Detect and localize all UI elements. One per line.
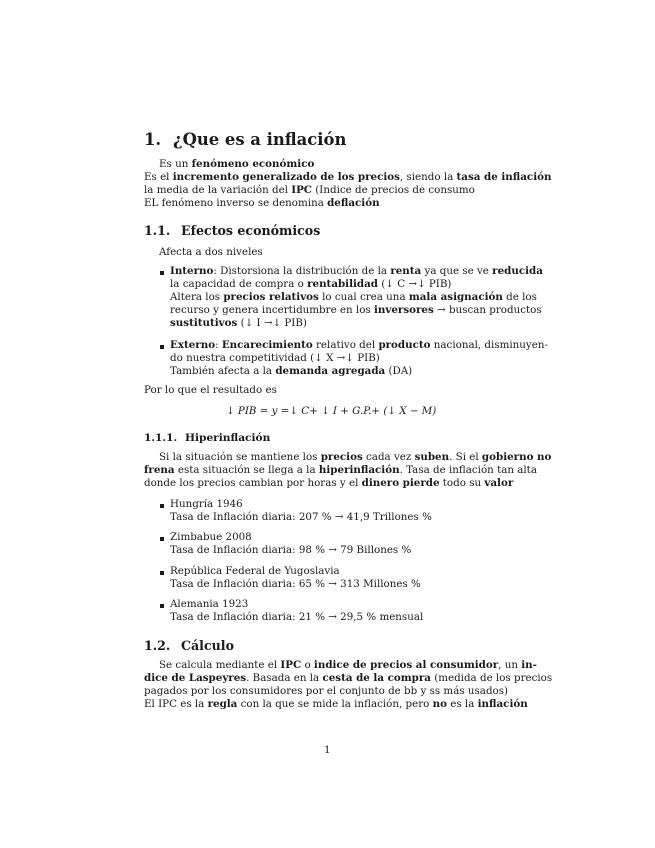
text-segment: nacional, disminuyen-	[430, 339, 548, 351]
paragraph-line	[144, 698, 528, 711]
text-segment: la capacidad de compra o	[170, 278, 308, 290]
bullet-icon	[160, 571, 164, 575]
page-number: 1	[324, 744, 331, 756]
bold-term: IPC	[280, 659, 302, 671]
list-item-line	[170, 291, 537, 304]
list-item-line	[170, 304, 542, 317]
paragraph-line	[144, 672, 552, 685]
bold-term: suben	[414, 451, 450, 463]
bold-term: IPC	[291, 184, 313, 196]
bold-term: precios	[320, 451, 363, 463]
text-segment: , un	[498, 659, 522, 671]
text-segment: :	[215, 339, 222, 351]
bold-term: dinero pierde	[361, 477, 440, 489]
bold-term: no	[432, 698, 447, 710]
bold-term: mala asignación	[408, 291, 503, 303]
bold-term: incremento generalizado de los precios	[172, 171, 400, 183]
text-segment: relativo del	[312, 339, 379, 351]
section-1-heading	[144, 130, 346, 150]
list-item-name: República Federal de Yugoslavia	[170, 565, 340, 577]
list-item-name: Zimbabue 2008	[170, 531, 252, 543]
list-item-line	[170, 339, 548, 352]
text-segment: Es un	[159, 158, 192, 170]
text-segment: El IPC es la	[144, 698, 208, 710]
bold-term: frena	[144, 464, 175, 476]
bold-term: deflación	[327, 197, 380, 209]
section-number: 1.2.	[144, 638, 171, 653]
paragraph-line	[144, 685, 508, 698]
bold-term: inflación	[477, 698, 528, 710]
text-segment: Es el	[144, 171, 173, 183]
bold-term: tasa de inflación	[456, 171, 552, 183]
text-segment: recurso y genera incertidumbre en los	[170, 304, 374, 316]
text-segment: → buscan productos	[433, 304, 542, 316]
bold-term: Interno	[170, 265, 214, 277]
list-item-line	[170, 278, 451, 291]
text-segment: Si la situación se mantiene los	[159, 451, 321, 463]
bold-term: precios relativos	[223, 291, 319, 303]
bullet-icon	[160, 537, 164, 541]
bold-term: in-	[521, 659, 537, 671]
list-item-line	[170, 352, 380, 365]
paragraph-line	[144, 477, 513, 490]
intro-text: Afecta a dos niveles	[159, 246, 263, 258]
section-1-1-1-heading	[144, 432, 270, 445]
bold-term: indice de precios al consumidor	[313, 659, 499, 671]
text-segment: (Indice de precios de consumo	[312, 184, 475, 196]
list-item-line	[170, 265, 543, 278]
bold-term: producto	[378, 339, 431, 351]
text-segment: ya que se ve	[421, 265, 493, 277]
text-segment: donde los precios cambian por horas y el	[144, 477, 362, 489]
list-item-name: Alemania 1923	[170, 598, 249, 610]
text-segment: con la que se mide la inflación, pero	[237, 698, 433, 710]
list-item-rate: Tasa de Inflación diaria: 21 % → 29,5 % mensual	[170, 611, 424, 623]
bold-term: demanda agregada	[275, 365, 386, 377]
section-title: Hiperinflación	[185, 432, 271, 444]
paragraph-line	[159, 659, 537, 672]
bold-term: renta	[390, 265, 422, 277]
text-segment: , siendo la	[399, 171, 457, 183]
text-segment: do nuestra competitividad (↓ X →↓ PIB)	[170, 352, 380, 364]
text-segment: lo cual crea una	[318, 291, 409, 303]
paragraph-line	[144, 197, 380, 210]
text-segment: esta situación se llega a la	[174, 464, 319, 476]
text-segment: es la	[446, 698, 478, 710]
paragraph-line	[144, 184, 475, 197]
section-number: 1.	[144, 130, 162, 149]
bold-term: inversores	[373, 304, 434, 316]
bold-term: reducida	[492, 265, 543, 277]
list-item-line	[170, 365, 412, 378]
list-item-line	[170, 317, 307, 330]
bold-term: dice de Laspeyres	[144, 672, 247, 684]
formula: ↓ PIB = y =↓ C+ ↓ I + G.P.+ (↓ X − M)	[226, 405, 437, 417]
list-item-rate: Tasa de Inflación diaria: 207 % → 41,9 Trillones %	[170, 511, 432, 523]
text-segment: de los	[502, 291, 537, 303]
text-segment: pagados por los consumidores por el conjunto de bb y ss más usados)	[144, 685, 509, 697]
bold-term: fenómeno económico	[191, 158, 315, 170]
list-item-name: Hungría 1946	[170, 498, 243, 510]
paragraph-line	[144, 171, 551, 184]
text-segment: (↓ I →↓ PIB)	[237, 317, 307, 329]
text-segment: o	[301, 659, 314, 671]
bold-term: cesta de la compra	[322, 672, 431, 684]
text-segment: . Si el	[449, 451, 482, 463]
bullet-icon	[160, 604, 164, 608]
text-segment: También afecta a la	[170, 365, 276, 377]
bullet-icon	[160, 345, 164, 349]
section-title: Cálculo	[181, 638, 234, 653]
section-1-2-heading	[144, 638, 234, 654]
bold-term: regla	[207, 698, 238, 710]
text-segment: cada vez	[362, 451, 415, 463]
paragraph-line	[144, 464, 537, 477]
list-item-rate: Tasa de Inflación diaria: 98 % → 79 Billones %	[170, 544, 412, 556]
text-segment: Se calcula mediante el	[159, 659, 281, 671]
bold-term: valor	[484, 477, 514, 489]
text-segment: . Basada en la	[246, 672, 323, 684]
bold-term: rentabilidad	[307, 278, 378, 290]
result-intro: Por lo que el resultado es	[144, 384, 277, 396]
list-item-rate: Tasa de Inflación diaria: 65 % → 313 Millones %	[170, 578, 421, 590]
text-segment: Altera los	[170, 291, 224, 303]
text-segment: la media de la variación del	[144, 184, 292, 196]
paragraph-line	[159, 451, 551, 464]
bullet-icon	[160, 271, 164, 275]
section-title: Efectos económicos	[181, 223, 321, 238]
text-segment: (medida de los precios	[430, 672, 553, 684]
bold-term: hiperinflación	[318, 464, 400, 476]
text-segment: . Tasa de inflación tan alta	[399, 464, 537, 476]
text-segment: todo su	[439, 477, 485, 489]
text-segment: (↓ C →↓ PIB)	[378, 278, 452, 290]
section-number: 1.1.1.	[144, 432, 178, 444]
text-segment: EL fenómeno inverso se denomina	[144, 197, 328, 209]
bold-term: sustitutivos	[170, 317, 238, 329]
bold-term: Encarecimiento	[221, 339, 313, 351]
section-number: 1.1.	[144, 223, 171, 238]
paragraph-line	[159, 158, 314, 171]
bullet-icon	[160, 504, 164, 508]
text-segment: (DA)	[385, 365, 413, 377]
bold-term: gobierno no	[481, 451, 552, 463]
bold-term: Externo	[170, 339, 216, 351]
section-title: ¿Que es a inflación	[173, 130, 347, 149]
section-1-1-heading	[144, 223, 320, 239]
text-segment: : Distorsiona la distribución de la	[213, 265, 391, 277]
